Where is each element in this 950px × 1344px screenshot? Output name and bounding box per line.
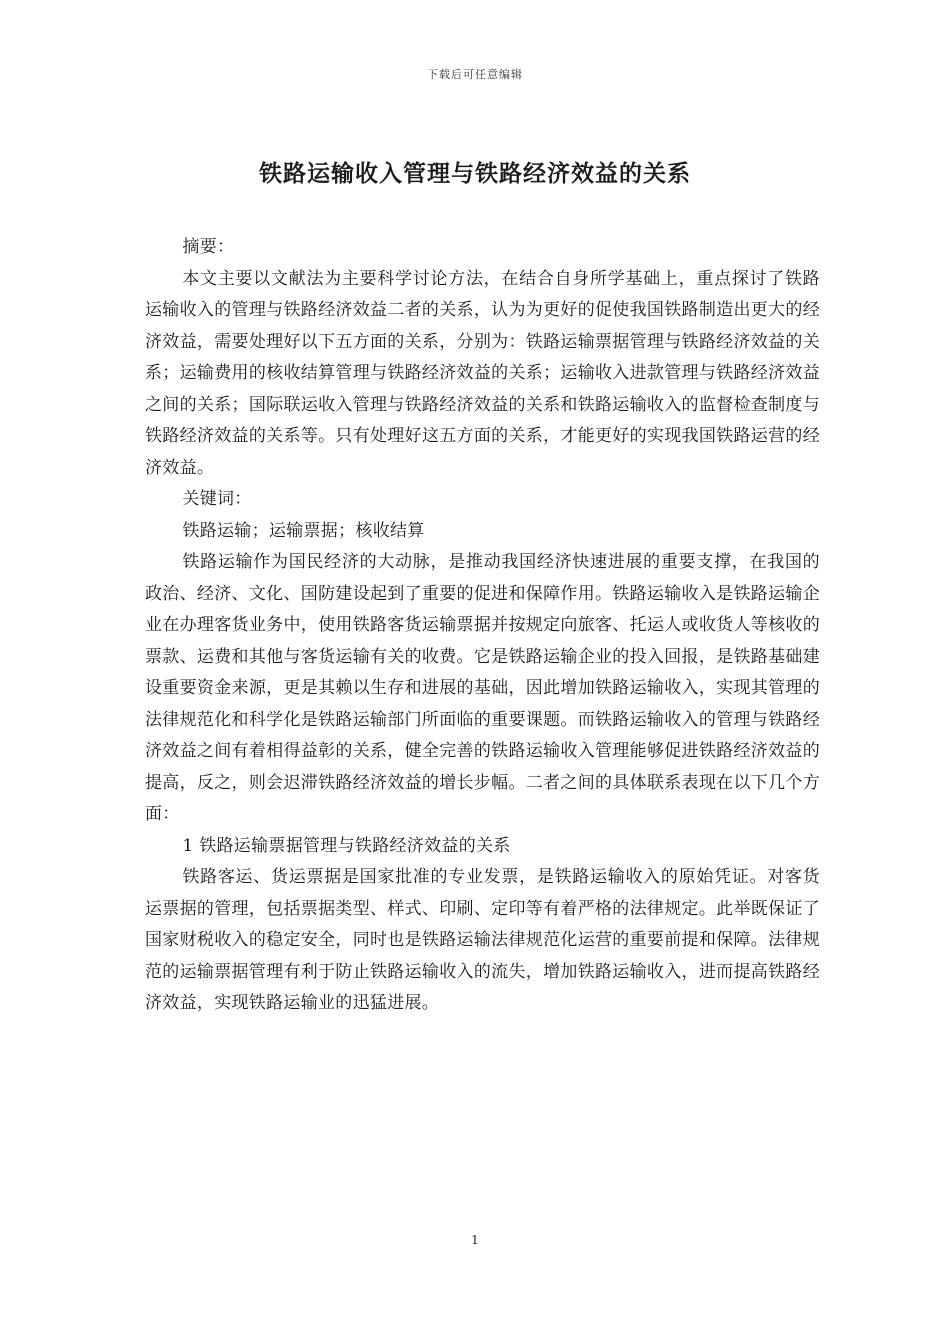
section-heading-1: 1 铁路运输票据管理与铁路经济效益的关系 [182, 835, 511, 856]
section-1-paragraph: 铁路客运、货运票据是国家批准的专业发票，是铁路运输收入的原始凭证。对客货运票据的管理，包括票据类型、样式、印刷、定印等有着严格的法律规定。此举既保证了国家财税收入的稳定安全，同时也是铁路运输法律规范化运营的重要前提和保障。法律规范的运输票据管理有利于防止铁路运输收入的流失，增加铁路运输收入，进而提高铁路经济效益，实现铁路运输业的迅猛进展。 [145, 867, 820, 1013]
document-title: 铁路运输收入管理与铁路经济效益的关系 [259, 160, 691, 187]
abstract-heading: 摘要： [182, 237, 235, 257]
page-number: 1 [471, 1233, 479, 1247]
abstract-paragraph: 本文主要以文献法为主要科学讨论方法，在结合自身所学基础上，重点探讨了铁路运输收入的管理与铁路经济效益二者的关系，认为为更好的促使我国铁路制造出更大的经济效益，需要处理好以下五方面的关系，分别为：铁路运输票据管理与铁路经济效益的关系；运输费用的核收结算管理与铁路经济效益的关系；运输收入进款管理与铁路经济效益之间的关系；国际联运收入管理与铁路经济效益的关系和铁路运输收入的监督检查制度与铁路经济效益的关系等。只有处理好这五方面的关系，才能更好的实现我国铁路运营的经济效益。 [145, 268, 820, 478]
intro-paragraph: 铁路运输作为国民经济的大动脉，是推动我国经济快速进展的重要支撑，在我国的政治、经济、文化、国防建设起到了重要的促进和保障作用。铁路运输收入是铁路运输企业在办理客货业务中，使用铁路客货运输票据并按规定向旅客、托运人或收货人等核收的票款、运费和其他与客货运输有关的收费。它是铁路运输企业的投入回报，是铁路基础建设重要资金来源，更是其赖以生存和进展的基础，因此增加铁路运输收入，实现其管理的法律规范化和科学化是铁路运输部门所面临的重要课题。而铁路运输收入的管理与铁路经济效益之间有着相得益彰的关系，健全完善的铁路运输收入管理能够促进铁路经济效益的提高，反之，则会迟滞铁路经济效益的增长步幅。二者之间的具体联系表现在以下几个方面： [145, 552, 820, 824]
keywords-list: 铁路运输；运输票据；核收结算 [182, 520, 425, 541]
header-note: 下载后可任意编辑 [427, 68, 523, 81]
keywords-heading: 关键词： [182, 489, 252, 509]
document-body [145, 232, 820, 1020]
